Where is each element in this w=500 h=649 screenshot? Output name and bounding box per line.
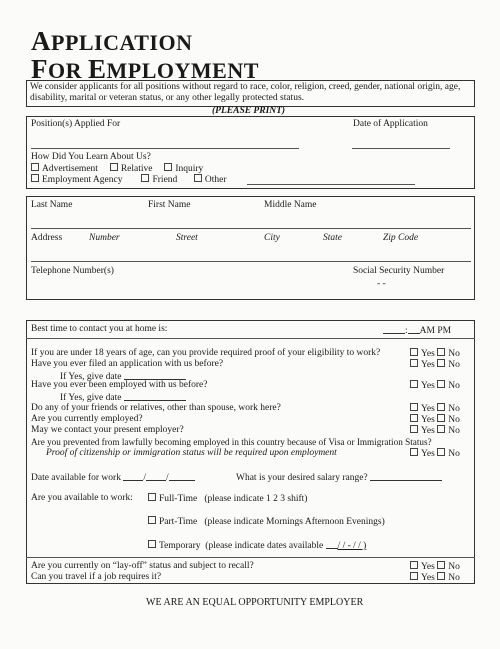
prevented-yes-checkbox[interactable] [410, 448, 418, 456]
other-checkbox[interactable] [194, 174, 202, 182]
address-city-label: City [264, 233, 280, 243]
position-applied-label: Position(s) Applied For [31, 119, 121, 129]
best-time-field[interactable]: : AM PM [383, 324, 451, 337]
section-personal-box [26, 196, 475, 300]
date-available-field[interactable]: Date available for work / / [31, 471, 195, 484]
contact-employer-yes-checkbox[interactable] [410, 425, 418, 433]
ssn-dashes: - - [377, 279, 386, 289]
how-learn-label: How Did You Learn About Us? [31, 152, 151, 162]
filed-no-checkbox[interactable] [437, 359, 445, 367]
temporary-option: Temporary (please indicate dates available / / - / / ) [148, 539, 366, 552]
under18-yes-no: Yes No [410, 348, 460, 360]
address-label: Address [31, 233, 63, 243]
prevented-question: Are you prevented from lawfully becoming employed in this country because of Visa or Immigration Status? [31, 437, 432, 447]
friends-yes-no: Yes No [410, 403, 460, 415]
middle-name-label: Middle Name [264, 200, 317, 210]
travel-question: Can you travel if a job requires it? [31, 572, 162, 582]
friends-question: Do any of your friends or relatives, other than spouse, work here? [31, 403, 281, 413]
name-line[interactable] [31, 228, 471, 229]
under18-yes-checkbox[interactable] [410, 348, 418, 356]
employed-before-no-checkbox[interactable] [437, 380, 445, 388]
friend-checkbox[interactable] [141, 174, 149, 182]
temporary-checkbox[interactable] [148, 540, 156, 548]
temporary-dates-field[interactable]: / / - / / ) [337, 541, 367, 551]
employed-date-field[interactable]: If Yes, give date [60, 391, 186, 404]
contact-employer-yes-no: Yes No [410, 425, 460, 437]
address-state-label: State [323, 233, 342, 243]
position-applied-line[interactable] [31, 148, 299, 149]
date-of-application-line[interactable] [352, 148, 450, 149]
part-time-checkbox[interactable] [148, 516, 156, 524]
currently-employed-yes-checkbox[interactable] [410, 414, 418, 422]
filed-yes-no: Yes No [410, 359, 460, 371]
telephone-label: Telephone Number(s) [31, 266, 114, 276]
travel-yes-no: Yes No [410, 572, 460, 584]
layoff-yes-checkbox[interactable] [410, 561, 418, 569]
date-of-application-label: Date of Application [353, 119, 428, 129]
equal-opportunity-footer: WE ARE AN EQUAL OPPORTUNITY EMPLOYER [146, 597, 364, 608]
currently-employed-question: Are you currently employed? [31, 414, 143, 424]
intro-text: We consider applicants for all positions without regard to race, color, religion, creed, gender, national origin, age, disability, marital or veteran status, or any other legally protected status. [30, 82, 461, 103]
travel-yes-checkbox[interactable] [410, 572, 418, 580]
address-zip-label: Zip Code [383, 233, 419, 243]
filed-before-question: Have you ever filed an application with us before? [31, 359, 224, 369]
travel-no-checkbox[interactable] [437, 572, 445, 580]
friends-yes-checkbox[interactable] [410, 403, 418, 411]
other-source-line[interactable] [247, 184, 415, 185]
learn-options-row2: Employment Agency Friend Other [31, 174, 227, 186]
availability-divider [26, 557, 475, 558]
prevented-yes-no: Yes No [410, 448, 460, 460]
layoff-no-checkbox[interactable] [437, 561, 445, 569]
layoff-question: Are you currently on “lay-off” status and subject to recall? [31, 561, 254, 571]
please-print-label: (PLEASE PRINT) [212, 106, 286, 116]
under18-no-checkbox[interactable] [437, 348, 445, 356]
last-name-label: Last Name [31, 200, 73, 210]
salary-field[interactable]: What is your desired salary range? [236, 471, 442, 484]
currently-employed-yes-no: Yes No [410, 414, 460, 426]
form-title-line1: APPLICATION [31, 26, 193, 56]
form-title-line2: FOR EMPLOYMENT [31, 54, 259, 84]
relative-checkbox[interactable] [110, 163, 118, 171]
filed-yes-checkbox[interactable] [410, 359, 418, 367]
employed-before-question: Have you ever been employed with us before? [31, 380, 208, 390]
address-number-label: Number [89, 233, 120, 243]
contact-employer-question: May we contact your present employer? [31, 425, 184, 435]
learn-options-row1: Advertisement Relative Inquiry [31, 163, 203, 175]
inquiry-checkbox[interactable] [164, 163, 172, 171]
contact-employer-no-checkbox[interactable] [437, 425, 445, 433]
part-time-option: Part-Time (please indicate Mornings Afternoon Evenings) [148, 516, 385, 528]
employment-agency-checkbox[interactable] [31, 174, 39, 182]
address-line[interactable] [31, 261, 471, 262]
employed-before-yes-checkbox[interactable] [410, 380, 418, 388]
first-name-label: First Name [148, 200, 191, 210]
address-street-label: Street [176, 233, 198, 243]
filed-date-field[interactable]: If Yes, give date [60, 370, 186, 383]
ssn-label: Social Security Number [353, 266, 445, 276]
proof-note: Proof of citizenship or immigration status will be required upon employment [46, 448, 337, 458]
advertisement-checkbox[interactable] [31, 163, 39, 171]
layoff-yes-no: Yes No [410, 561, 460, 573]
employed-before-yes-no: Yes No [410, 380, 460, 392]
prevented-no-checkbox[interactable] [437, 448, 445, 456]
full-time-option: Full-Time (please indicate 1 2 3 shift) [148, 493, 307, 505]
best-time-divider [26, 338, 475, 339]
friends-no-checkbox[interactable] [437, 403, 445, 411]
under18-question: If you are under 18 years of age, can you provide required proof of your eligibility to work? [31, 348, 381, 358]
available-to-work-label: Are you available to work: [31, 493, 133, 503]
best-time-label: Best time to contact you at home is: [31, 324, 168, 334]
full-time-checkbox[interactable] [148, 493, 156, 501]
currently-employed-no-checkbox[interactable] [437, 414, 445, 422]
